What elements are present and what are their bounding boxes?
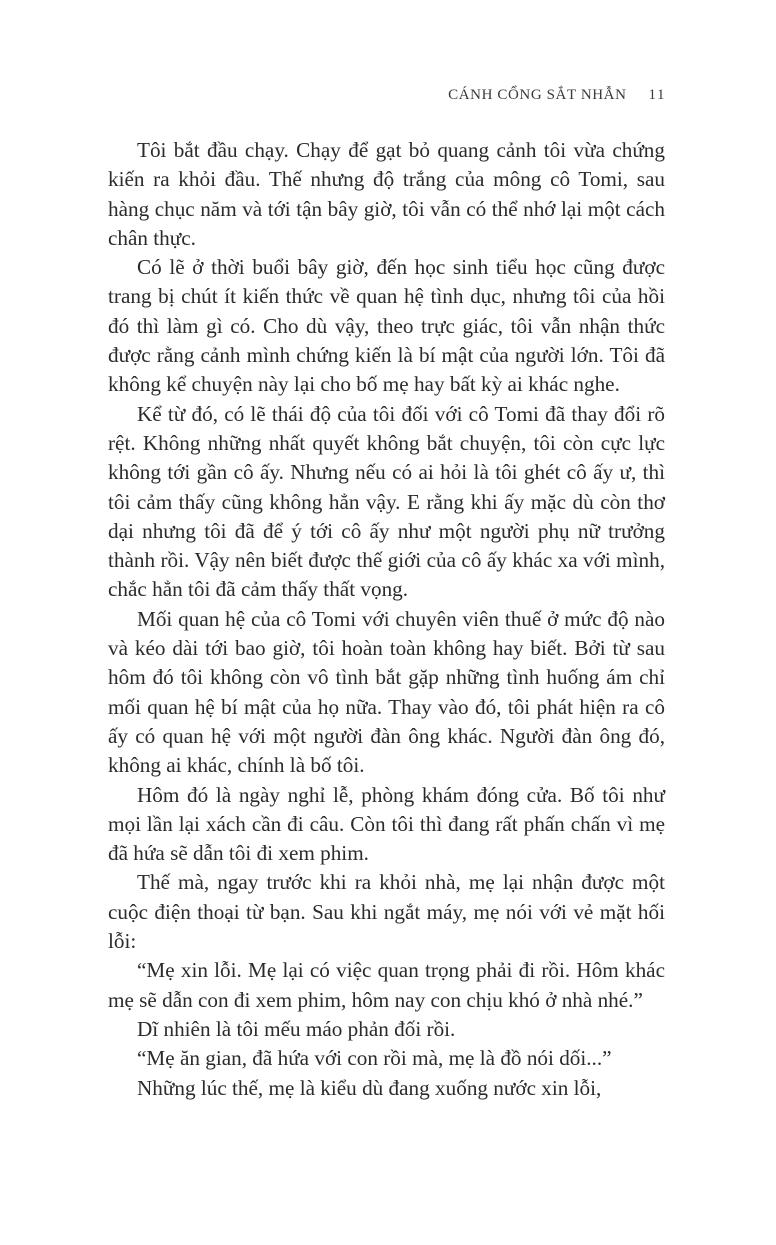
running-header [448,87,666,104]
paragraph: “Mẹ ăn gian, đã hứa với con rồi mà, mẹ là đồ nói dối...” [137,1046,612,1071]
paragraph: Mối quan hệ của cô Tomi với chuyên viên thuế ở mức độ nào và kéo dài tới bao giờ, tôi hoàn toàn không hay biết. Bởi từ sau hôm đó tôi không còn vô tình bắt gặp những tình huống ám chỉ mối quan hệ bí mật của họ nữa. Thay vào đó, tôi phát hiện ra cô ấy có quan hệ với một người đàn ông khác. Người đàn ông đó, không ai khác, chính là bố tôi. [108,606,665,778]
paragraph: Thế mà, ngay trước khi ra khỏi nhà, mẹ lại nhận được một cuộc điện thoại từ bạn. Sau khi ngắt máy, mẹ nói với vẻ mặt hối lỗi: [108,870,665,954]
paragraph: Tôi bắt đầu chạy. Chạy để gạt bỏ quang cảnh tôi vừa chứng kiến ra khỏi đầu. Thế nhưng độ trắng của mông cô Tomi, sau hàng chục năm và tới tận bây giờ, tôi vẫn có thể nhớ lại một cách chân thực. [108,138,665,250]
page-number: 11 [648,87,666,103]
paragraph: Dĩ nhiên là tôi mếu máo phản đối rồi. [137,1016,456,1041]
paragraph: Có lẽ ở thời buổi bây giờ, đến học sinh tiểu học cũng được trang bị chút ít kiến thức về quan hệ tình dục, nhưng tôi của hồi đó thì làm gì có. Cho dù vậy, theo trực giác, tôi vẫn nhận thức được rằng cảnh mình chứng kiến là bí mật của người lớn. Tôi đã không kể chuyện này lại cho bố mẹ hay bất kỳ ai khác nghe. [108,255,665,397]
paragraph: Kể từ đó, có lẽ thái độ của tôi đối với cô Tomi đã thay đổi rõ rệt. Không những nhất quyết không bắt chuyện, tôi còn cực lực không tới gần cô ấy. Nhưng nếu có ai hỏi là tôi ghét cô ấy ư, thì tôi cảm thấy cũng không hẳn vậy. E rằng khi ấy mặc dù còn thơ dại nhưng tôi đã để ý tới cô ấy như một người phụ nữ trưởng thành rồi. Vậy nên biết được thế giới của cô ấy khác xa với mình, chắc hẳn tôi đã cảm thấy thất vọng. [108,401,665,602]
running-title: CÁNH CỔNG SẮT NHẪN [448,87,627,103]
paragraph: Hôm đó là ngày nghỉ lễ, phòng khám đóng cửa. Bố tôi như mọi lần lại xách cần đi câu. Còn tôi thì đang rất phấn chấn vì mẹ đã hứa sẽ dẫn tôi đi xem phim. [108,782,665,866]
paragraph: “Mẹ xin lỗi. Mẹ lại có việc quan trọng phải đi rồi. Hôm khác mẹ sẽ dẫn con đi xem phim, hôm nay con chịu khó ở nhà nhé.” [108,958,665,1012]
paragraph: Những lúc thế, mẹ là kiểu dù đang xuống nước xin lỗi, [137,1075,602,1100]
body-text [108,136,665,1103]
